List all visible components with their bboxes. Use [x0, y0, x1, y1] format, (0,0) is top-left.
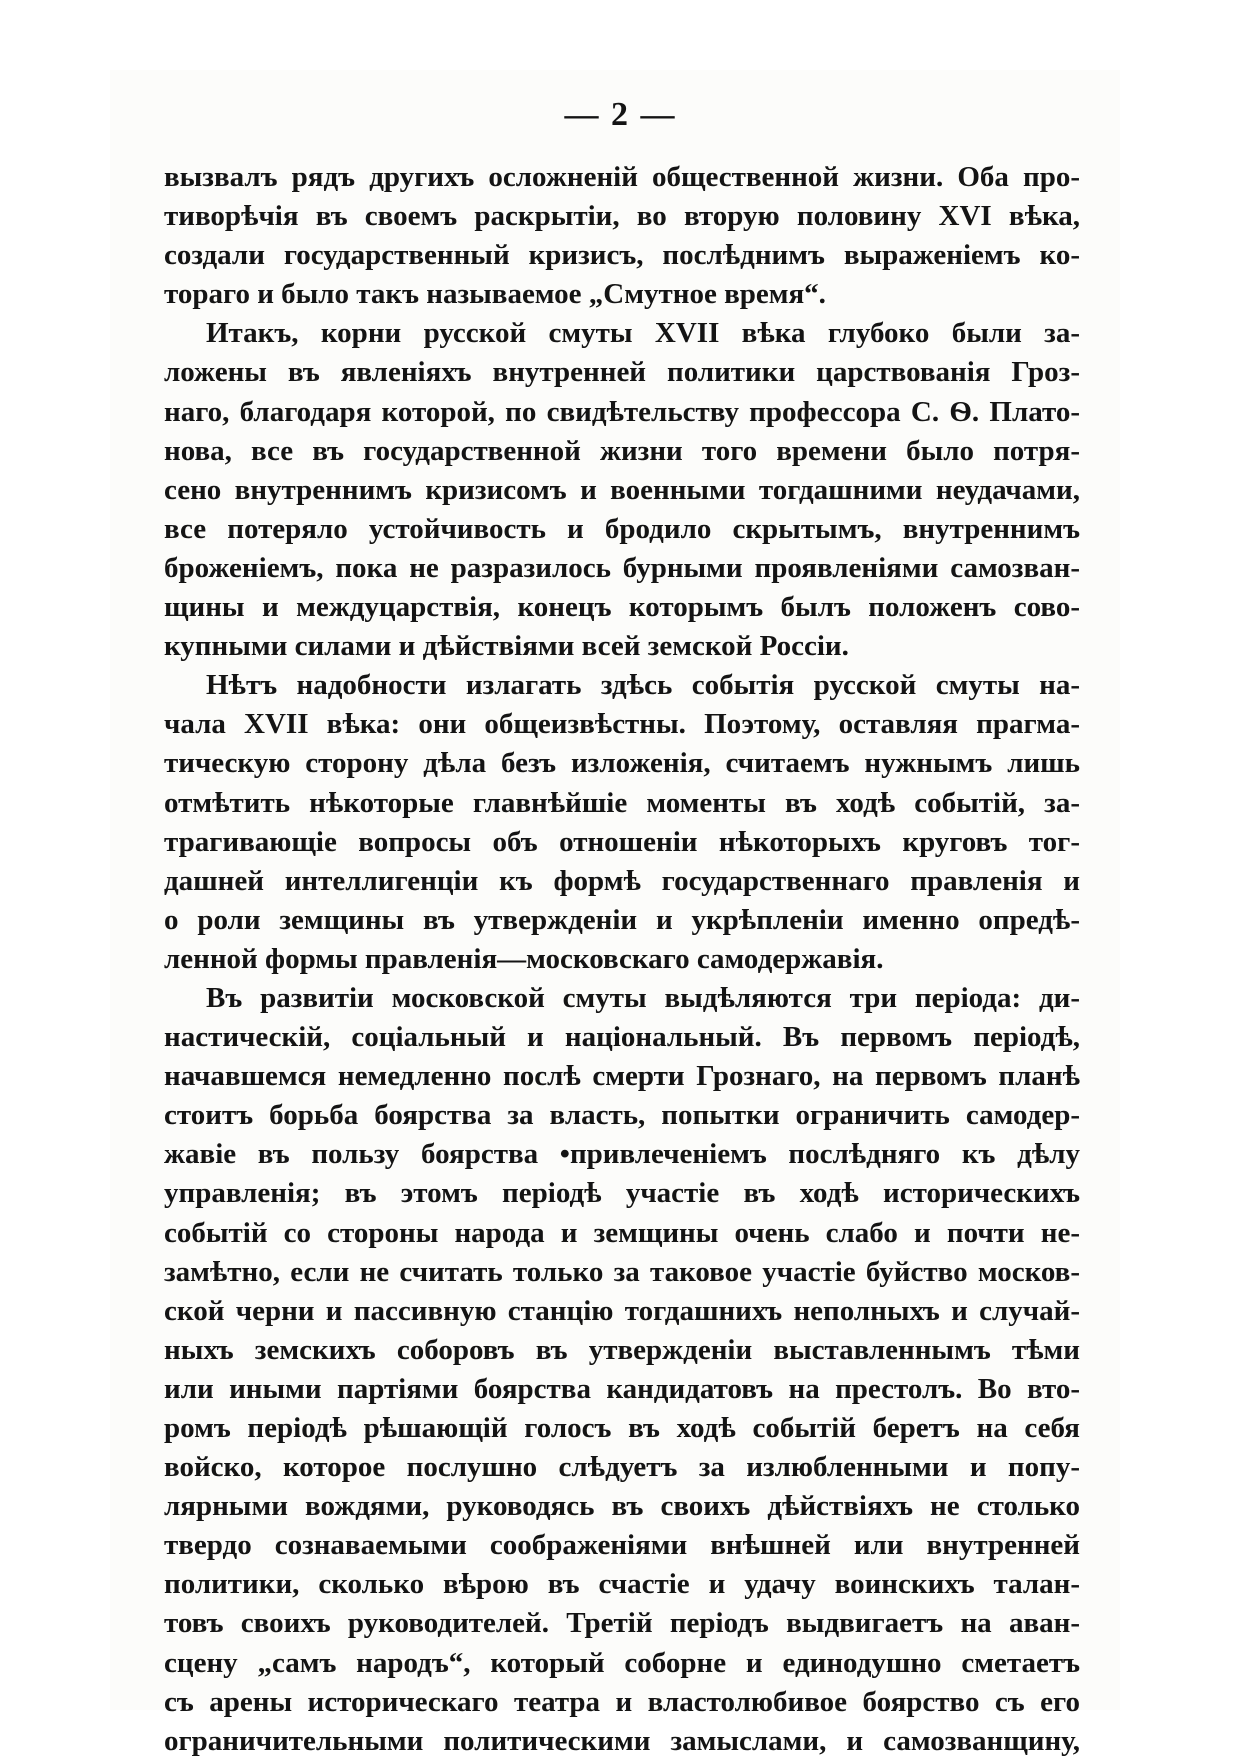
page-number: — 2 — — [564, 96, 677, 133]
text-line: все потеряло устойчивость и бродило скрытымъ, внутреннимъ — [164, 512, 1080, 545]
text-line: начавшемся немедленно послѣ смерти Грознаго, на первомъ планѣ — [164, 1060, 1080, 1093]
text-line: ромъ періодѣ рѣшающій голосъ въ ходѣ событій беретъ на себя — [164, 1412, 1080, 1444]
text-line: событій со стороны народа и земщины очень слабо и почти не- — [164, 1216, 1080, 1249]
text-line: замѣтно, если не считать только за таковое участіе буйство москов- — [164, 1255, 1080, 1288]
text-line: дашней интеллигенціи къ формѣ государственнаго правленія и — [164, 864, 1080, 897]
text-line: ныхъ земскихъ соборовъ въ утвержденіи выставленнымъ тѣми — [164, 1333, 1080, 1366]
text-line: нова, все въ государственной жизни того времени было потря- — [164, 434, 1080, 467]
text-line: ской черни и пассивную станцію тогдашнихъ неполныхъ и случай- — [164, 1294, 1080, 1327]
text-line: управленія; въ этомъ періодѣ участіе въ ходѣ историческихъ — [164, 1177, 1080, 1210]
text-line: броженіемъ, пока не разразилось бурными проявленіями самозван- — [164, 551, 1080, 584]
text-line: тическую сторону дѣла безъ изложенія, считаемъ нужнымъ лишь — [164, 747, 1080, 780]
text-line: о роли земщины въ утвержденіи и укрѣпленіи именно опредѣ- — [164, 903, 1080, 936]
text-line: ограничительными политическими замыслами, и самозванщину, — [164, 1724, 1080, 1757]
text-line: стоитъ борьба боярства за власть, попытки ограничить самодер- — [164, 1099, 1080, 1132]
text-line: чала XVII вѣка: они общеизвѣстны. Поэтому, оставляя прагма- — [164, 708, 1080, 741]
text-line: ленной формы правленія—московскаго самодержавія. — [164, 942, 884, 975]
text-line: вызвалъ рядъ другихъ осложненій общественной жизни. Оба про- — [164, 161, 1080, 193]
text-line: тораго и было такъ называемое „Смутное время“. — [164, 278, 826, 311]
text-line: тиворѣчія въ своемъ раскрытіи, во вторую половину XVI вѣка, — [164, 200, 1080, 233]
body-text — [164, 158, 1080, 1761]
text-line: отмѣтить нѣкоторые главнѣйшіе моменты въ ходѣ событій, за- — [164, 786, 1080, 819]
text-line: сено внутреннимъ кризисомъ и военными тогдашними неудачами, — [164, 473, 1080, 506]
text-line: настическій, соціальный и національный. Въ первомъ періодѣ, — [164, 1021, 1080, 1054]
text-line: щины и междуцарствія, конецъ которымъ былъ положенъ сово- — [164, 591, 1080, 624]
text-line: лярными вождями, руководясь въ своихъ дѣйствіяхъ не столько — [164, 1490, 1080, 1523]
text-line: создали государственный кризисъ, послѣднимъ выраженіемъ ко- — [164, 239, 1080, 272]
text-line: купными силами и дѣйствіями всей земской Россіи. — [164, 630, 849, 663]
text-line: политики, сколько вѣрою въ счастіе и удачу воинскихъ талан- — [164, 1568, 1080, 1601]
text-line: Нѣтъ надобности излагать здѣсь событія русской смуты на- — [206, 669, 1080, 702]
text-line: твердо сознаваемыми соображеніями внѣшней или внутренней — [164, 1529, 1080, 1562]
text-line: съ арены историческаго театра и властолюбивое боярство съ его — [164, 1685, 1080, 1718]
text-line: сцену „самъ народъ“, который соборне и единодушно сметаетъ — [164, 1646, 1080, 1679]
text-line: наго, благодаря которой, по свидѣтельству профессора С. Ѳ. Плато- — [164, 395, 1080, 428]
text-line: жавіе въ пользу боярства •привлеченіемъ послѣдняго къ дѣлу — [164, 1138, 1080, 1171]
text-line: Итакъ, корни русской смуты XVII вѣка глубоко были за- — [206, 317, 1080, 350]
text-line: войско, которое послушно слѣдуетъ за излюбленными и попу- — [164, 1451, 1080, 1484]
text-line: Въ развитіи московской смуты выдѣляются три періода: ди- — [206, 981, 1080, 1014]
text-line: или иными партіями боярства кандидатовъ на престолъ. Во вто- — [164, 1372, 1080, 1405]
text-line: ложены въ явленіяхъ внутренней политики царствованія Гроз- — [164, 356, 1080, 389]
text-line: товъ своихъ руководителей. Третій періодъ выдвигаетъ на аван- — [164, 1607, 1080, 1640]
text-line: трагивающіе вопросы объ отношеніи нѣкоторыхъ круговъ тог- — [164, 825, 1080, 858]
